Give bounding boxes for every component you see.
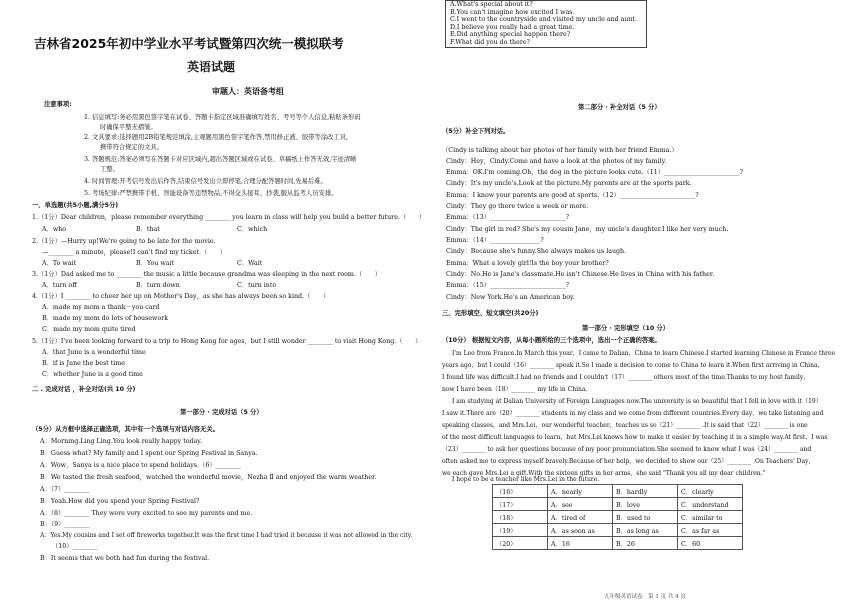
options-table: [492, 484, 743, 550]
dialog-line: Emma：（15）________________________?: [446, 282, 569, 289]
option: C．made my mom quite tired: [42, 326, 136, 333]
note-line: 1. 信息填写:务必用黑色签字笔在试卷、答题卡指定区域准确填写姓名、考号等个人信息,粘贴条形码: [84, 114, 361, 121]
table-cell: （16）: [493, 485, 548, 498]
table-cell: A．see: [548, 498, 613, 511]
right-column: [430, 0, 860, 608]
dialog-line: A：Wow，Sanya is a nice place to spend holidays.（6）________: [40, 462, 241, 469]
table-cell: C．clearly: [678, 485, 743, 498]
note-line: 2. 文具要求:选择题用2B铅笔规范填涂,主观题用黑色签字笔作答,禁用修正液、胶带等涂改工具,: [84, 134, 349, 141]
passage-line: now I have been（18）________ my life in China.: [442, 386, 588, 393]
dialog-line: A：（7）________: [40, 486, 90, 493]
passage-line: I saw it.There are（20）________ students in my class and we come from different countries.Every day，we take listening and: [442, 410, 824, 417]
passage-closing-line: I hope to be a teacher like Mrs.Lei in the future.: [452, 476, 600, 483]
table-cell: （18）: [493, 511, 548, 524]
sub-heading: 第一部分 · 完成对话（5 分）: [180, 409, 263, 416]
notes-heading: 注意事项:: [44, 101, 72, 108]
note-line: 时确保平整无褶皱。: [100, 124, 157, 131]
note-line: 工整。: [100, 166, 119, 173]
section-heading: 二 . 完成对话 ，补全对话(共 10 分): [32, 386, 136, 393]
table-cell: C．as far as: [678, 524, 743, 537]
table-cell: （20）: [493, 537, 548, 550]
table-cell: A．16: [548, 537, 613, 550]
dialog-line: （10）________: [52, 543, 98, 550]
table-row: [493, 485, 743, 498]
option: A．that June is a wonderful time: [42, 349, 146, 356]
dialog-line: Emma：OK.I'm coming.Oh，the dog in the picture looks cute.（11）________________________?: [446, 169, 744, 176]
table-cell: C．understand: [678, 498, 743, 511]
note-line: 5. 考场纪律:严禁携带手机、智能设备等违禁物品,不得交头接耳、抄袭,服从监考人员安排。: [84, 190, 338, 197]
dialog-line: B：It seems that we both had fun during the festival.: [40, 555, 210, 562]
passage-line: speaking classes，and Mrs.Lei，our wonderful teacher，teaches us so（21）________ .It is said that（22）________ is one: [442, 422, 808, 429]
option-box-item: F.What did you do there?: [450, 38, 530, 46]
option: C．Wait: [237, 260, 263, 267]
question-stem: 3.（1分）Dad asked me to ________ the music a little because grandma was sleeping in the next room.（ ）: [32, 271, 382, 278]
option: C．turn into: [237, 282, 277, 289]
page-footer: 九年级英语试卷 第 1 页 共 4 页: [604, 594, 686, 600]
question-stem: 1.（1分）Dear children，please remember everything ________ you learn in class will help you build a better future.（ ）: [32, 214, 426, 221]
dialog-line: Cindy：It's my uncle's.Look at the picture.My parents are at the sports park.: [446, 180, 692, 187]
question-stem: 4.（1分）I ________ to cheer her up on Mother's Day，as she has always been so kind.（ ）: [32, 293, 330, 300]
dialog-line: B：Guess what? My family and I spent our Spring Festival in Sanya.: [40, 450, 258, 457]
option: C．which: [237, 226, 268, 233]
instruction: （10分） 根据短文内容，从每小题所给的三个选项中，选出一个正确的答案。: [442, 337, 661, 344]
table-cell: B．love: [613, 498, 678, 511]
table-cell: （17）: [493, 498, 548, 511]
section-heading: 三、完形填空、短文填空(共20分): [442, 310, 539, 317]
dialog-line: Emma：I know your parents are good at sports.（12）________________________?: [446, 192, 699, 199]
table-row: [493, 511, 743, 524]
page-subtitle: 英语试题: [187, 60, 236, 74]
dialog-line: Emma：What a lovely girl!Is the boy your brother?: [446, 260, 609, 267]
option: A．made my mom a thank－you card: [42, 304, 160, 311]
note-line: 3. 答题规范:答案必须写在答题卡对应区域内,超出答题区域或在试卷、草稿纸上作答无效,字迹清晰: [84, 156, 357, 163]
option-box-item: C.I went to the countryside and visited my uncle and aunt.: [450, 16, 638, 24]
sub-heading: 第二部分 · 补全对话（5 分）: [578, 104, 661, 111]
option: B．made my mom do lots of housework: [42, 315, 169, 322]
option: C．whether June is a good time: [42, 371, 143, 378]
passage-line: of the most difficult languages to learn，but Mrs.Lei knows how to make it easier by teaching it in a simple way.At first，I was: [442, 434, 828, 441]
table-cell: A．tired of: [548, 511, 613, 524]
table-row: [493, 498, 743, 511]
table-row: [493, 524, 743, 537]
dialog-line: Cindy：They go there twice a week or more.: [446, 203, 589, 210]
question-stem: 2.（1分）—Hurry up!We're going to be late for the movie.: [32, 238, 216, 245]
dialog-line: Emma：（13）________________________?: [446, 214, 569, 221]
option-box-item: A.What's special about it?: [450, 1, 533, 8]
option: A．To wait: [42, 260, 77, 267]
table-cell: B．26: [613, 537, 678, 550]
options-box: [445, 0, 647, 48]
table-cell: C．similar to: [678, 511, 743, 524]
author-line: 审题人：英语备考组: [212, 87, 284, 96]
question-stem-2: —________ a minute，please!I can't find my ticket.（ ）: [42, 249, 227, 256]
table-cell: （19）: [493, 524, 548, 537]
sub-heading: 第一部分 · 完形填空（10 分）: [582, 325, 669, 332]
dialog-line: Cindy：Because she's funny.She always makes us laugh.: [446, 248, 627, 255]
option: B．if is June the best time: [42, 360, 125, 367]
table-cell: A．nearly: [548, 485, 613, 498]
option: B．You wait: [136, 260, 175, 267]
option-box-item: E.Did anything special happen there?: [450, 31, 571, 39]
dialog-context: （Cindy is talking about her photos of her family with her friend Emma.）: [442, 147, 678, 154]
passage-line: years ago，but I could（16）________ speak it.So I made a decision to come to China to learn it.When first arriving in China，: [442, 362, 824, 369]
option: B．turn down: [136, 282, 180, 289]
dialog-line: Cindy：No.He is Jane's classmate.He isn't Chinese.He lives in China with his father.: [446, 271, 715, 278]
dialog-line: Cindy：New York.He's an American boy.: [446, 294, 575, 301]
note-line: 携带符合规定的文具。: [100, 144, 163, 151]
dialog-line: A：Morning.Ling Ling.You look really happy today.: [40, 438, 203, 445]
dialog-line: Emma：（14）________________?: [446, 237, 544, 244]
table-cell: B．as long as: [613, 524, 678, 537]
dialog-line: Cindy：Hey，Cindy.Come and have a look at the photos of my family.: [446, 158, 667, 165]
dialog-line: B：Yeah.How did you spend your Spring Festival?: [40, 498, 200, 505]
option: A．turn off: [42, 282, 77, 289]
passage-line: often asked me to express myself bravely.Because of her help，we decided to show our（25）________ .On Teachers' Day，: [442, 458, 815, 465]
dialog-line: A：Yes.My cousins and I set off fireworks together.It was the first time I had tried it because it was not allowed in the city.: [40, 532, 413, 539]
passage-line: we each gave Mrs.Lei a gift.With the sixteen gifts in her arms，she said "Thank you all my dear children.": [442, 470, 766, 477]
option-box-item: D.I believe you really had a great time.: [450, 23, 575, 31]
passage-line: I'm Leo from France.In March this year，I came to Dalian，China to learn Chinese.I started learning Chinese in France three: [452, 350, 836, 357]
dialog-line: Cindy：The girl in red? She's my cousin Jane，my uncle's daughter.I like her very much.: [446, 226, 729, 233]
passage-line: I am studying at Dalian University of Foreign Languages now.The university is so beautiful that I fell in love with it（19）: [452, 398, 822, 405]
table-cell: B．hardly: [613, 485, 678, 498]
dialog-line: B：We tasted the fresh seafood，watched the wonderful movie，Nezha Ⅱ and enjoyed the warm weather.: [40, 474, 377, 481]
dialog-line: B：（9）________: [40, 521, 90, 528]
option-box-item: B.You can't imagine how excited I was.: [450, 8, 575, 16]
question-stem: 5.（1分）I've been looking forward to a trip to Hong Kong for ages，but I still wonder ________ to visit Hong Kong.（ ）: [32, 338, 422, 345]
dialog-line: A：（8）________ They were very excited to see my parents and me.: [40, 510, 253, 517]
table-cell: B．used to: [613, 511, 678, 524]
page-title: 吉林省2025年初中学业水平考试暨第四次统一模拟联考: [34, 36, 344, 51]
instruction: （5分）从方框中选择正确选项，其中有一个选项与对话内容无关。: [32, 426, 219, 433]
passage-line: I found life was difficult.I had no friends and I couldn't（17）________ others most of the time.Thanks to my host family，: [442, 374, 810, 381]
option: A．who: [42, 226, 67, 233]
table-cell: C．60: [678, 537, 743, 550]
instruction: （5分）补全下列对话。: [442, 128, 510, 135]
table-row: [493, 537, 743, 550]
option: B．that: [136, 226, 160, 233]
table-cell: A．as soon as: [548, 524, 613, 537]
note-line: 4. 时间管理:开考信号发出后作答,结束信号发出立即停笔,合理分配答题时间,先易后难。: [84, 178, 327, 185]
section-heading: 一、单选题(共5小题,满分5分): [32, 202, 119, 209]
passage-line: （23）________ to ask her questions because of my poor pronunciation.She seemed to know what I was（24）________ and: [442, 446, 812, 453]
